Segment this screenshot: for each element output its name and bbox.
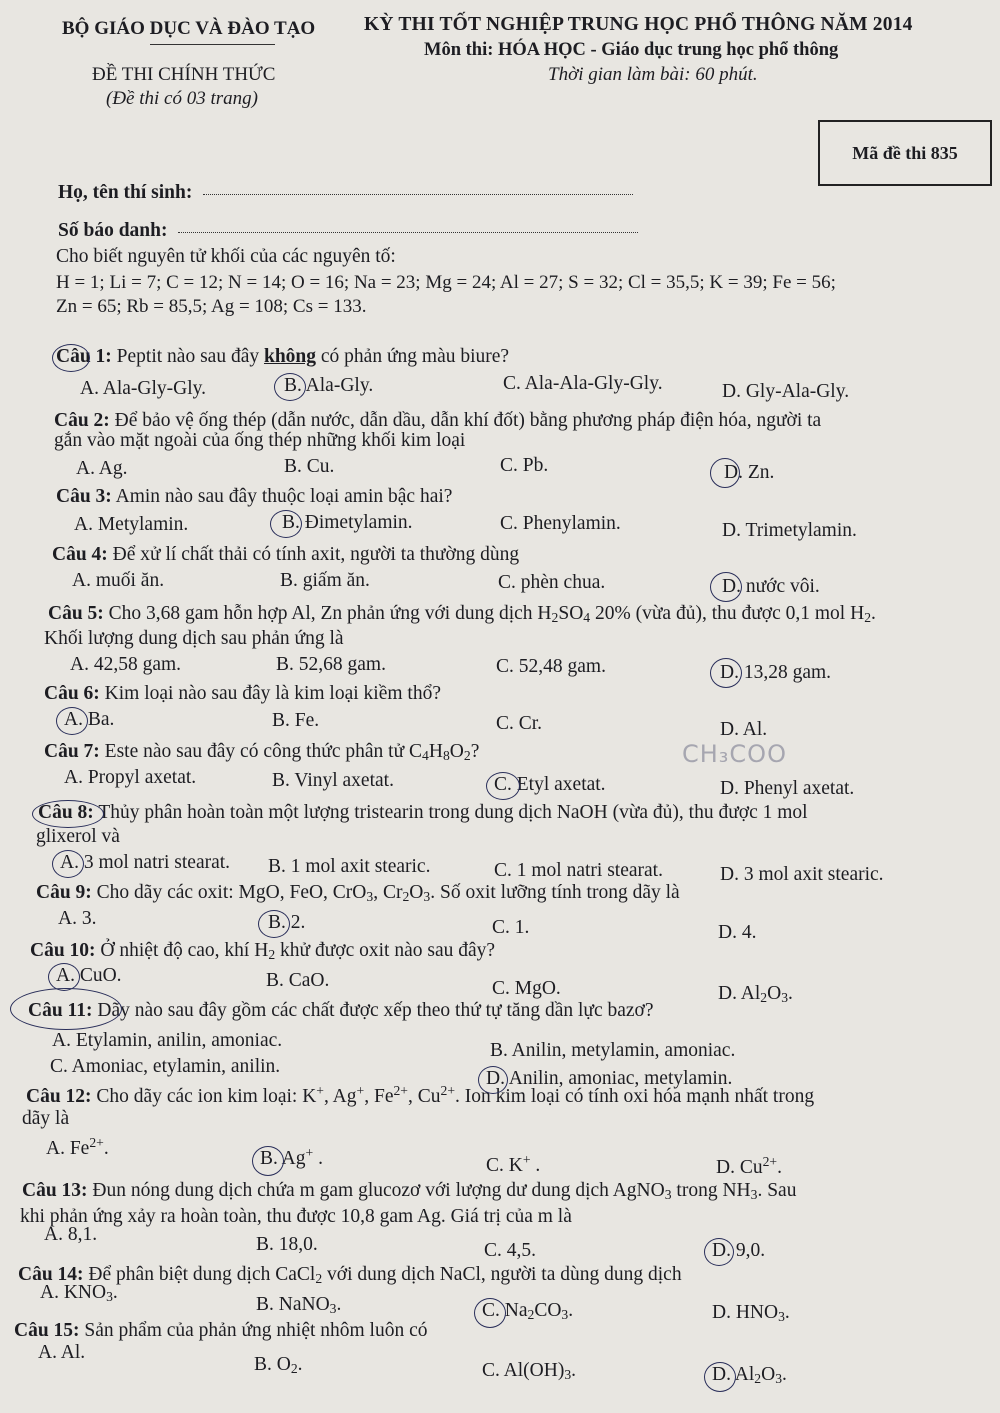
question-6 <box>44 683 441 705</box>
q10-d-b: O <box>767 983 782 1004</box>
question-13-line-2: khi phản ứng xảy ra hoàn toàn, thu được 10,8 gam Ag. Giá trị của m là <box>20 1206 572 1227</box>
q11-option-b[interactable]: B. Anilin, metylamin, amoniac. <box>490 1040 736 1061</box>
question-15-text: Sản phẩm của phản ứng nhiệt nhôm luôn có <box>84 1320 428 1341</box>
q5-option-d[interactable]: D. 13,28 gam. <box>720 662 832 683</box>
sup: + <box>316 1083 324 1098</box>
sub: 2 <box>315 1271 323 1286</box>
dot: . <box>297 1354 303 1375</box>
q1-option-d[interactable]: D. Gly-Ala-Gly. <box>722 381 850 402</box>
candidate-name-label: Họ, tên thí sinh: <box>58 182 193 203</box>
q9-option-a[interactable]: A. 3. <box>58 908 97 929</box>
q2-option-b[interactable]: B. Cu. <box>284 456 335 477</box>
q12-a-text: A. Fe <box>46 1138 90 1159</box>
question-3-text: Amin nào sau đây thuộc loại amin bậc hai? <box>115 486 453 507</box>
sup: + <box>305 1145 314 1160</box>
question-1-text-b: có phản ứng màu biure? <box>320 346 510 367</box>
question-15-number: Câu 15: <box>14 1320 80 1341</box>
exam-title: KỲ THI TỐT NGHIỆP TRUNG HỌC PHỔ THÔNG NĂM 2014 <box>364 14 913 35</box>
question-10-number: Câu 10: <box>30 940 96 961</box>
question-1-emphasis: không <box>263 346 317 367</box>
q4-option-a[interactable]: A. muối ăn. <box>72 570 165 591</box>
question-8-line-1: Thủy phân hoàn toàn một lượng tristearin trong dung dịch NaOH (vừa đủ), thu được 1 mol <box>98 802 808 823</box>
q7-option-a[interactable]: A. Propyl axetat. <box>64 767 197 788</box>
dot: . <box>782 1364 787 1385</box>
candidate-name-row <box>58 182 633 204</box>
q14-d-text: D. HNO <box>712 1302 779 1323</box>
page-count: (Đề thi có 03 trang) <box>106 88 258 109</box>
question-7-text-c: O <box>449 741 464 762</box>
sub: 3 <box>664 1187 672 1202</box>
q12-c-text: C. K <box>486 1155 523 1176</box>
sub: 2 <box>268 947 276 962</box>
q8-option-d[interactable]: D. 3 mol axit stearic. <box>720 864 884 885</box>
q15-c-text: C. Al(OH) <box>482 1360 565 1381</box>
q4-option-d[interactable]: D. nước vôi. <box>722 576 820 597</box>
q10-option-c[interactable]: C. MgO. <box>492 978 561 999</box>
question-7-text-d: ? <box>470 741 480 762</box>
exam-code: Mã đề thi 835 <box>852 142 958 163</box>
q5-option-a[interactable]: A. 42,58 gam. <box>70 654 182 675</box>
q3-option-d[interactable]: D. Trimetylamin. <box>722 520 857 541</box>
candidate-id-label: Số báo danh: <box>58 220 168 241</box>
q8-option-b[interactable]: B. 1 mol axit stearic. <box>268 856 431 877</box>
question-5-line-2: Khối lượng dung dịch sau phản ứng là <box>44 628 344 649</box>
question-5-number: Câu 5: <box>48 603 104 624</box>
q11-option-a[interactable]: A. Etylamin, anilin, amoniac. <box>52 1030 283 1051</box>
dot: . <box>784 1302 790 1323</box>
question-3 <box>56 486 452 508</box>
question-5 <box>48 603 876 625</box>
q15-option-d[interactable] <box>712 1364 787 1386</box>
question-8 <box>38 802 808 824</box>
q9-option-b[interactable]: B. 2. <box>268 912 306 933</box>
question-13 <box>22 1180 796 1202</box>
dot: . <box>112 1282 118 1303</box>
question-8-number: Câu 8: <box>38 802 94 823</box>
candidate-id-field[interactable] <box>178 231 638 233</box>
question-10-text-b: khử được oxit nào sau đây? <box>275 940 496 961</box>
q8-option-a[interactable]: A. 3 mol natri stearat. <box>60 852 231 873</box>
q15-option-c[interactable] <box>482 1360 576 1382</box>
question-12-number: Câu 12: <box>26 1086 92 1107</box>
q1-option-a[interactable]: A. Ala-Gly-Gly. <box>80 378 207 399</box>
q14-option-b[interactable] <box>256 1294 341 1316</box>
dot: . <box>571 1360 577 1381</box>
sup: 2+ <box>762 1154 778 1169</box>
sub: 3 <box>106 1289 113 1304</box>
question-2-number: Câu 2: <box>54 410 110 431</box>
q12-option-c[interactable]: C. K+ . <box>486 1152 541 1176</box>
question-14-text-a: Để phân biệt dung dịch CaCl <box>88 1264 316 1285</box>
question-7-text-b: H <box>428 741 443 762</box>
sub: 2 <box>864 610 872 625</box>
question-11 <box>28 1000 654 1022</box>
q15-option-b[interactable] <box>254 1354 303 1376</box>
masses-line-2: Zn = 65; Rb = 85,5; Ag = 108; Cs = 133. <box>56 296 367 317</box>
ministry-name: BỘ GIÁO DỤC VÀ ĐÀO TẠO <box>62 18 316 39</box>
question-9-text-c: O <box>409 882 424 903</box>
question-7-number: Câu 7: <box>44 741 100 762</box>
question-5-text-d: . <box>871 603 876 624</box>
sub: 3 <box>750 1187 758 1202</box>
masses-intro: Cho biết nguyên tử khối của các nguyên tố: <box>56 246 396 267</box>
question-2-line-2: gắn vào mặt ngoài của ống thép những khối kim loại <box>54 430 466 451</box>
q13-option-a[interactable]: A. 8,1. <box>44 1224 98 1245</box>
sub: 3 <box>329 1301 337 1316</box>
q14-option-a[interactable] <box>40 1282 118 1304</box>
q7-option-c[interactable]: C. Etyl axetat. <box>494 774 606 795</box>
q15-d-o: O <box>761 1364 776 1385</box>
q6-option-b[interactable]: B. Fe. <box>272 710 320 731</box>
question-6-text: Kim loại nào sau đây là kim loại kiềm thổ? <box>104 683 441 704</box>
q2-option-a[interactable]: A. Ag. <box>76 458 128 479</box>
q12-b-text: B. Ag <box>260 1148 306 1169</box>
question-5-text-c: 20% (vừa đủ), thu được 0,1 mol H <box>590 603 865 624</box>
q5-option-c[interactable]: C. 52,48 gam. <box>496 656 606 677</box>
q14-c-text: C. Na <box>482 1300 528 1321</box>
q2-option-d[interactable]: D. Zn. <box>724 462 775 483</box>
sub: 2 <box>527 1307 535 1322</box>
candidate-id-row <box>58 220 638 242</box>
official-label: ĐỀ THI CHÍNH THỨC <box>92 64 276 85</box>
q15-option-a[interactable]: A. Al. <box>38 1342 86 1363</box>
q11-option-d[interactable]: D. Anilin, amoniac, metylamin. <box>486 1068 733 1089</box>
sub: 3 <box>781 990 789 1005</box>
sub: 2 <box>402 889 410 904</box>
question-9-number: Câu 9: <box>36 882 92 903</box>
question-5-text-b: SO <box>558 603 584 624</box>
question-3-number: Câu 3: <box>56 486 112 507</box>
question-12-text-a: Cho dãy các ion kim loại: K <box>96 1086 317 1107</box>
sub: 2 <box>754 1371 762 1386</box>
q10-d-c: . <box>788 983 793 1004</box>
masses-line-1: H = 1; Li = 7; C = 12; N = 14; O = 16; Na = 23; Mg = 24; Al = 27; S = 32; Cl = 35,5; K = 39; Fe = 56; <box>56 272 836 293</box>
sub: 8 <box>442 748 450 763</box>
question-1-text-a: Peptit nào sau đây <box>116 346 260 367</box>
question-13-text-b: trong NH <box>671 1180 751 1201</box>
q8-option-c[interactable]: C. 1 mol natri stearat. <box>494 860 663 881</box>
q12-d-text: D. Cu <box>716 1157 763 1178</box>
sub: 4 <box>583 610 591 625</box>
question-9 <box>36 882 680 904</box>
sub: 4 <box>422 748 429 763</box>
q14-a-text: A. KNO <box>40 1282 107 1303</box>
question-7-text-a: Este nào sau đây có công thức phân tử C <box>104 741 423 762</box>
q12-option-b[interactable]: B. Ag+ . <box>260 1145 323 1169</box>
q14-option-d[interactable] <box>712 1302 790 1324</box>
sub: 3 <box>561 1307 569 1322</box>
q11-option-c[interactable]: C. Amoniac, etylamin, anilin. <box>50 1056 281 1077</box>
sub: 3 <box>423 889 431 904</box>
q3-option-c[interactable]: C. Phenylamin. <box>500 513 621 534</box>
q7-option-b[interactable]: B. Vinyl axetat. <box>272 770 394 791</box>
question-14-text-b: với dung dịch NaCl, người ta dùng dung dịch <box>322 1264 682 1285</box>
question-15 <box>14 1320 428 1342</box>
dot: . <box>568 1300 574 1321</box>
q13-option-d[interactable]: D. 9,0. <box>712 1240 766 1261</box>
sub: 2 <box>463 748 471 763</box>
pencil-note: CH₃COO <box>682 740 787 768</box>
q6-option-c[interactable]: C. Cr. <box>496 713 543 734</box>
question-1 <box>56 346 509 368</box>
q14-option-c[interactable]: C. $Na_2CO_3$. <box>482 1300 574 1322</box>
question-2 <box>54 410 821 432</box>
question-10-text-a: Ở nhiệt độ cao, khí H <box>100 940 269 961</box>
question-7 <box>44 741 479 763</box>
sup: 2+ <box>89 1135 104 1150</box>
question-4-text: Để xử lí chất thải có tính axit, người ta thường dùng <box>112 544 520 565</box>
question-4-number: Câu 4: <box>52 544 108 565</box>
exam-time: Thời gian làm bài: 60 phút. <box>548 64 758 85</box>
q5-option-b[interactable]: B. 52,68 gam. <box>276 654 386 675</box>
question-12-text-d: , Cu <box>407 1086 441 1107</box>
question-11-text: Dãy nào sau đây gồm các chất được xếp theo thứ tự tăng dần lực bazơ? <box>97 1000 654 1021</box>
q4-option-b[interactable]: B. giấm ăn. <box>280 570 370 591</box>
question-12-text-e: . Ion kim loại có tính oxi hóa mạnh nhất trong <box>455 1086 815 1107</box>
q3-option-b[interactable]: B. Đimetylamin. <box>282 512 413 533</box>
question-14-number: Câu 14: <box>18 1264 84 1285</box>
question-11-number: Câu 11: <box>28 1000 93 1021</box>
question-9-text-a: Cho dãy các oxit: MgO, FeO, CrO <box>96 882 367 903</box>
sup: 2+ <box>393 1083 408 1098</box>
q9-option-c[interactable]: C. 1. <box>492 917 530 938</box>
candidate-name-field[interactable] <box>203 193 633 195</box>
question-9-text-b: , Cr <box>373 882 403 903</box>
q2-option-c[interactable]: C. Pb. <box>500 455 549 476</box>
q3-option-a[interactable]: A. Metylamin. <box>74 514 189 535</box>
q10-d-a: D. Al <box>718 983 761 1004</box>
q12-option-d[interactable]: D. $Cu^{2+}$. <box>716 1154 782 1178</box>
sup: 2+ <box>440 1083 456 1098</box>
question-12-text-c: , Fe <box>364 1086 394 1107</box>
sup: + <box>356 1083 365 1098</box>
question-13-text-c: . Sau <box>757 1180 797 1201</box>
q6-option-d[interactable]: D. Al. <box>720 719 768 740</box>
q15-d-text: D. Al <box>712 1364 755 1385</box>
sup: + <box>522 1152 531 1167</box>
sub: 3 <box>366 889 374 904</box>
question-13-text-a: Đun nóng dung dịch chứa m gam glucozơ với lượng dư dung dịch AgNO <box>92 1180 665 1201</box>
q6-option-a[interactable]: A. Ba. <box>64 709 115 730</box>
q13-option-c[interactable]: C. 4,5. <box>484 1240 537 1261</box>
q15-b-text: B. O <box>254 1354 291 1375</box>
question-10 <box>30 940 495 962</box>
q1-option-b[interactable]: B. Ala-Gly. <box>284 375 374 396</box>
sub: 3 <box>564 1367 572 1382</box>
sub: 2 <box>290 1361 298 1376</box>
question-12-line-2: dãy là <box>22 1108 70 1129</box>
question-1-number: Câu 1: <box>56 346 112 367</box>
sub: 2 <box>760 990 768 1005</box>
q9-option-d[interactable]: D. 4. <box>718 922 757 943</box>
sub: 3 <box>775 1371 783 1386</box>
q10-option-d[interactable] <box>718 983 793 1005</box>
dot: . <box>336 1294 342 1315</box>
question-9-text-d: . Số oxit lưỡng tính trong dãy là <box>430 882 680 903</box>
q13-option-b[interactable]: B. 18,0. <box>256 1234 318 1255</box>
q10-option-a[interactable]: A. CuO. <box>56 965 122 986</box>
q1-option-c[interactable]: C. Ala-Ala-Gly-Gly. <box>503 373 663 394</box>
question-12-text-b: , Ag <box>324 1086 357 1107</box>
exam-code-box <box>818 120 992 186</box>
sub: 3 <box>778 1309 785 1324</box>
sub: 2 <box>551 610 559 625</box>
question-4 <box>52 544 519 566</box>
q7-option-d[interactable]: D. Phenyl axetat. <box>720 778 855 799</box>
q4-option-c[interactable]: C. phèn chua. <box>498 572 606 593</box>
header-divider <box>150 44 275 45</box>
q12-option-a[interactable]: A. $Fe^{2+}$. <box>46 1135 109 1159</box>
exam-subject: Môn thi: HÓA HỌC - Giáo dục trung học phổ thông <box>424 40 839 60</box>
question-13-number: Câu 13: <box>22 1180 88 1201</box>
q14-b-text: B. NaNO <box>256 1294 330 1315</box>
question-5-text-a: Cho 3,68 gam hỗn hợp Al, Zn phản ứng với dung dịch H <box>108 603 552 624</box>
question-2-line-1: Để bảo vệ ống thép (dẫn nước, dẫn dầu, dẫn khí đốt) bằng phương pháp điện hóa, người ta <box>114 410 822 431</box>
question-6-number: Câu 6: <box>44 683 100 704</box>
q10-option-b[interactable]: B. CaO. <box>266 970 330 991</box>
question-12 <box>26 1083 815 1108</box>
question-8-line-2: glixerol và <box>36 826 120 847</box>
